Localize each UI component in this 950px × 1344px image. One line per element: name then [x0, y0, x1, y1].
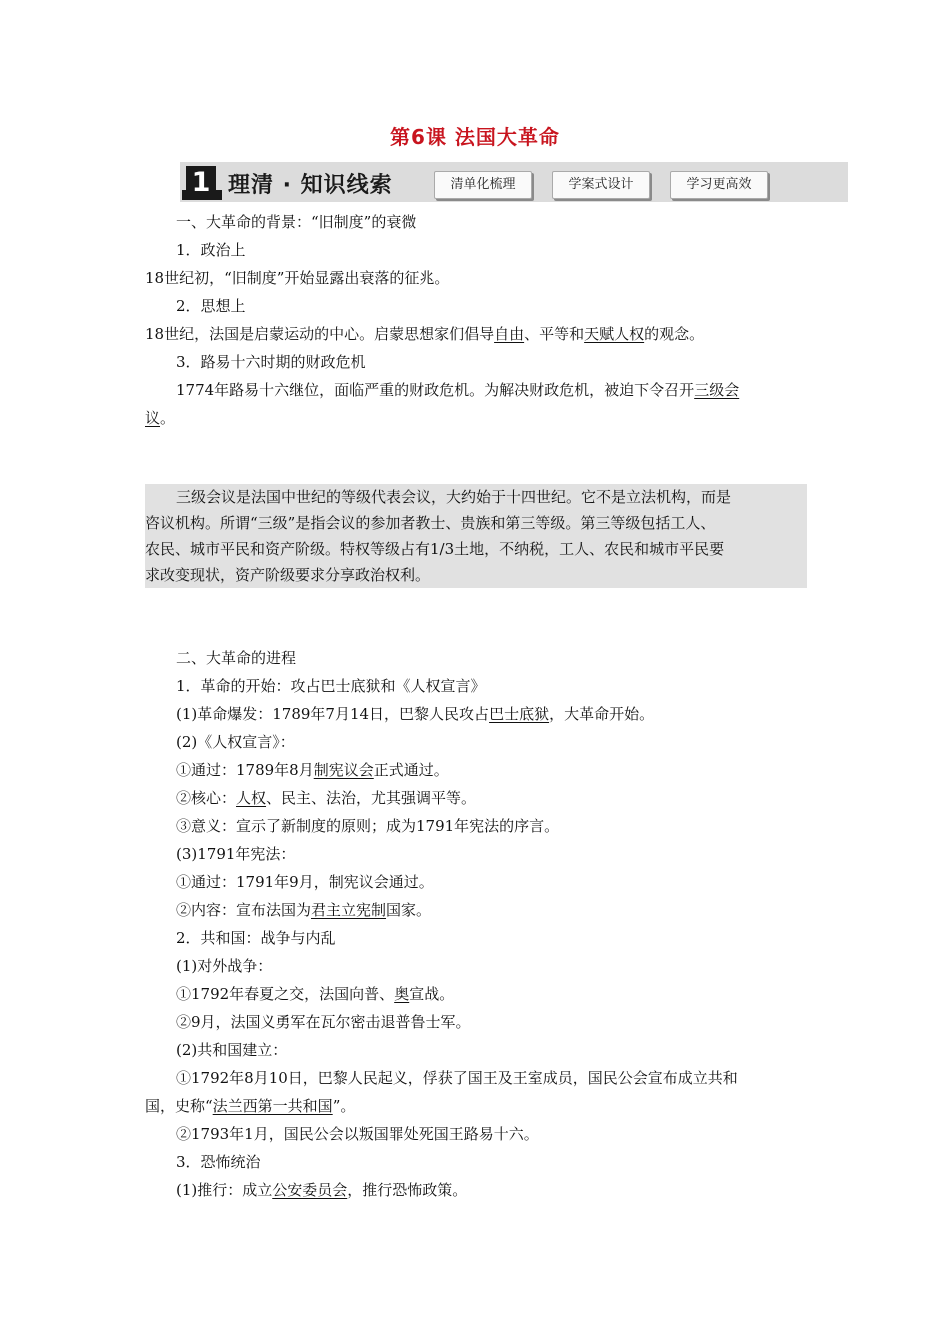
politics-title: 1．政治上	[176, 241, 246, 259]
constitution-content: ②内容：宣布法国为君主立宪制国家。	[176, 901, 432, 919]
declaration-pass: ①通过：1789年8月制宪议会正式通过。	[176, 761, 449, 779]
answer-bastille: 巴士底狱	[489, 705, 550, 723]
answer-first-republic: 法兰西第一共和国	[212, 1097, 333, 1115]
thought-title: 2．思想上	[176, 297, 246, 315]
terror-title: 3．恐怖统治	[176, 1153, 261, 1171]
king-execution: ②1793年1月，国民公会以叛国罪处死国王路易十六。	[176, 1125, 539, 1143]
revolution-start-title: 1．革命的开始：攻占巴士底狱和《人权宣言》	[176, 677, 486, 695]
answer-constituent-assembly: 制宪议会	[313, 761, 374, 779]
banner-label: 理清 · 知识线索	[228, 173, 393, 198]
answer-constitutional-monarchy: 君主立宪制	[311, 901, 387, 919]
finance-text: 1774年路易十六继位，面临严重的财政危机。为解决财政危机，被迫下令召开三级会	[176, 381, 740, 399]
banner-number: 1	[186, 166, 216, 199]
valmy-victory: ②9月，法国义勇军在瓦尔密击退普鲁士军。	[176, 1013, 471, 1031]
finance-text-cont: 议。	[145, 409, 176, 427]
answer-austria: 奥	[394, 985, 410, 1003]
declaration-core: ②核心：人权、民主、法治，尤其强调平等。	[176, 789, 477, 807]
finance-title: 3．路易十六时期的财政危机	[176, 353, 366, 371]
tag-checklist: 清单化梳理	[434, 171, 532, 199]
section-banner	[180, 162, 848, 202]
note-line-2: 咨议机构。所谓“三级”是指会议的参加者教士、贵族和第三等级。第三等级包括工人、	[145, 514, 716, 532]
foreign-war-title: (1)对外战争：	[176, 957, 273, 975]
tag-design: 学案式设计	[552, 171, 650, 199]
tag-efficiency: 学习更高效	[670, 171, 768, 199]
answer-estates-general-1: 三级会	[694, 381, 740, 399]
uprising-text: ①1792年8月10日，巴黎人民起义，俘获了国王及王室成员，国民公会宣布成立共和	[176, 1069, 738, 1087]
first-republic-text: 国，史称“法兰西第一共和国”。	[145, 1097, 356, 1115]
war-declared: ①1792年春夏之交，法国向普、奥宣战。	[176, 985, 455, 1003]
answer-public-safety-committee: 公安委员会	[272, 1181, 348, 1199]
politics-text: 18世纪初，“旧制度”开始显露出衰落的征兆。	[145, 269, 450, 287]
note-line-3: 农民、城市平民和资产阶级。特权等级占有1/3土地，不纳税，工人、农民和城市平民要	[145, 540, 725, 558]
terror-implement: (1)推行：成立公安委员会，推行恐怖政策。	[176, 1181, 468, 1199]
revolution-outbreak: (1)革命爆发：1789年7月14日，巴黎人民攻占巴士底狱，大革命开始。	[176, 705, 655, 723]
note-line-1: 三级会议是法国中世纪的等级代表会议，大约始于十四世纪。它不是立法机构，而是	[176, 488, 732, 506]
republic-founding-title: (2)共和国建立：	[176, 1041, 288, 1059]
answer-estates-general-2: 议	[145, 409, 161, 427]
declaration-title: (2)《人权宣言》：	[176, 733, 295, 751]
declaration-meaning: ③意义：宣示了新制度的原则；成为1791年宪法的序言。	[176, 817, 560, 835]
section-2-heading: 二、大革命的进程	[176, 649, 297, 667]
page-title: 第6课 法国大革命	[390, 125, 560, 149]
answer-human-rights: 人权	[236, 789, 267, 807]
section-1-heading: 一、大革命的背景：“旧制度”的衰微	[176, 213, 417, 231]
constitution-pass: ①通过：1791年9月，制宪议会通过。	[176, 873, 434, 891]
note-line-4: 求改变现状，资产阶级要求分享政治权利。	[145, 566, 431, 584]
answer-natural-rights: 天赋人权	[584, 325, 645, 343]
constitution-title: (3)1791年宪法：	[176, 845, 296, 863]
republic-title: 2．共和国：战争与内乱	[176, 929, 336, 947]
answer-freedom: 自由	[494, 325, 525, 343]
thought-text: 18世纪，法国是启蒙运动的中心。启蒙思想家们倡导自由、平等和天赋人权的观念。	[145, 325, 705, 343]
